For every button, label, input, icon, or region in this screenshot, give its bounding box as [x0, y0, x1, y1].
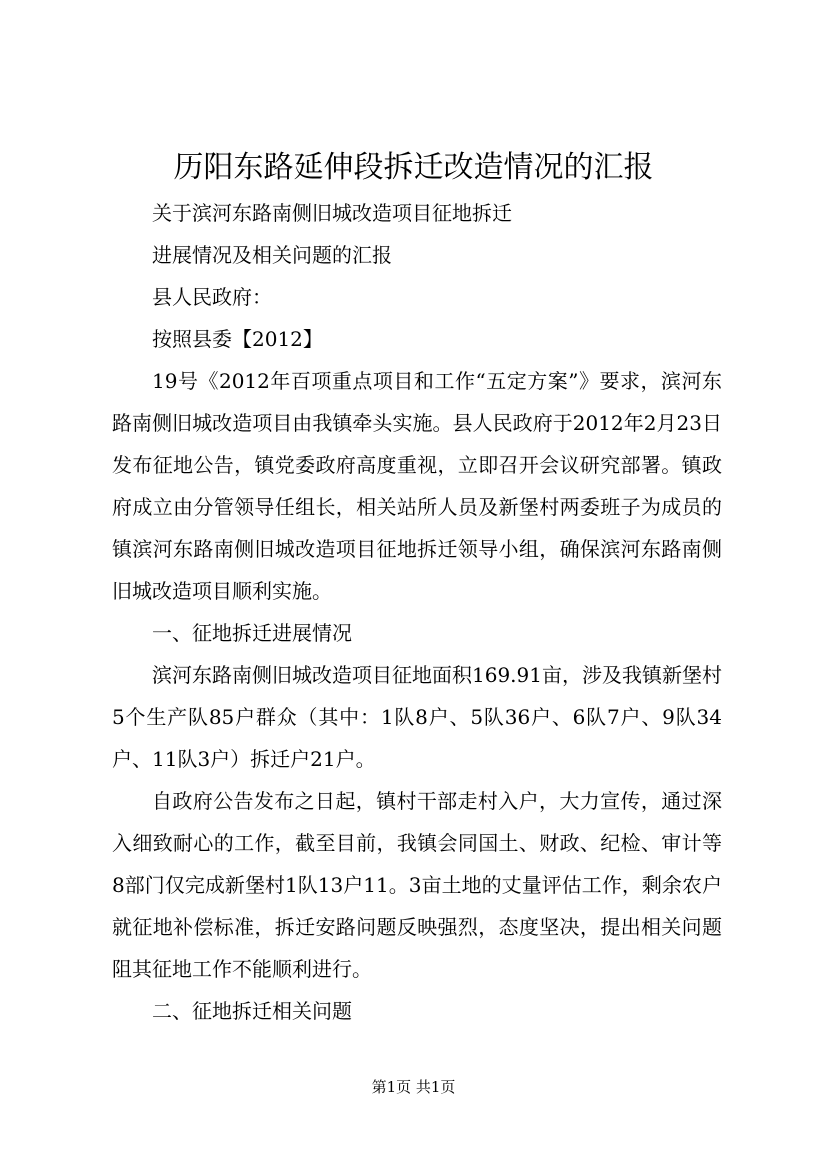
paragraph-subject-line-1: 关于滨河东路南侧旧城改造项目征地拆迁	[152, 201, 512, 225]
page-footer: 第1页 共1页	[371, 1078, 456, 1096]
document-body	[112, 192, 722, 1032]
paragraph-work-status: 自政府公告发布之日起，镇村干部走村入户，大力宣传，通过深入细致耐心的工作，截至目前，我镇会同国土、财政、纪检、审计等8部门仅完成新堡村1队13户11。3亩土地的丈量评估工作，剩余农户就征地补偿标准，拆迁安路问题反映强烈，态度坚决，提出相关问题阻其征地工作不能顺利进行。	[112, 789, 722, 981]
section-heading-progress: 一、征地拆迁进展情况	[152, 621, 352, 645]
paragraph-reference: 按照县委【2012】	[152, 327, 323, 351]
section-heading-issues: 二、征地拆迁相关问题	[152, 999, 352, 1023]
paragraph-land-area: 滨河东路南侧旧城改造项目征地面积169.91亩，涉及我镇新堡村5个生产队85户群众（其中：1队8户、5队36户、6队7户、9队34户、11队3户）拆迁户21户。	[112, 663, 722, 771]
document-title: 历阳东路延伸段拆迁改造情况的汇报	[173, 150, 654, 185]
paragraph-subject-line-2: 进展情况及相关问题的汇报	[152, 243, 392, 267]
paragraph-addressee: 县人民政府：	[152, 285, 272, 309]
paragraph-background: 19号《2012年百项重点项目和工作“五定方案”》要求，滨河东路南侧旧城改造项目由我镇牵头实施。县人民政府于2012年2月23日发布征地公告，镇党委政府高度重视，立即召开会议研究部署。镇政府成立由分管领导任组长，相关站所人员及新堡村两委班子为成员的镇滨河东路南侧旧城改造项目征地拆迁领导小组，确保滨河东路南侧旧城改造项目顺利实施。	[112, 369, 722, 603]
